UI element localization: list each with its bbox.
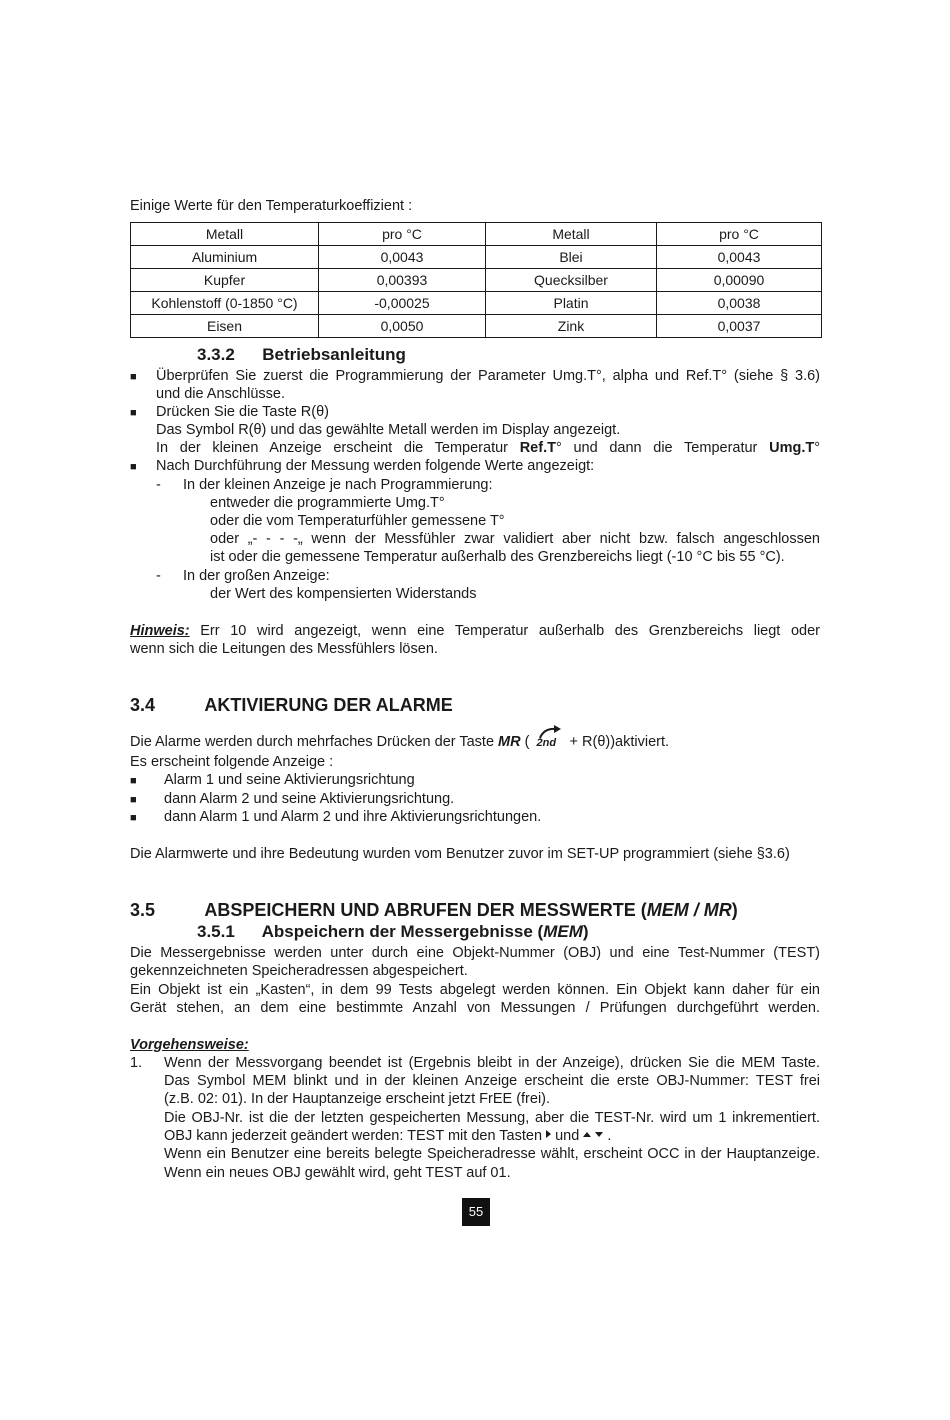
procedure-line3: (z.B. 02: 01). In der Hauptanzeige erscheint jetzt FrEE (frei). (164, 1091, 551, 1107)
section-title: Betriebsanleitung (262, 345, 406, 364)
second-function-key-icon (534, 734, 566, 748)
section-title-emphasis: MEM (543, 922, 583, 941)
header-per-degree-2: pro °C (657, 223, 822, 246)
bullet-icon: ■ (130, 461, 137, 473)
large-display-value: der Wert des kompensierten Widerstands (210, 586, 477, 602)
alarm-activation-text (130, 734, 669, 750)
table-cell: Quecksilber (486, 269, 657, 292)
table-row (131, 269, 822, 292)
bullet-icon: ■ (130, 812, 137, 824)
hint-text: Err 10 wird angezeigt, wenn eine Temperatur außerhalb des Grenzbereichs liegt oder (189, 623, 820, 639)
bullet-icon: ■ (130, 371, 137, 383)
table-cell: Kohlenstoff (0-1850 °C) (131, 292, 319, 315)
step-check-params-line1: Überprüfen Sie zuerst die Programmierung der Parameter Umg.T°, alpha und Ref.T° (siehe § 3.6) (156, 368, 820, 384)
step-press-key-line3 (156, 440, 820, 456)
procedure-label: Vorgehensweise: (130, 1037, 249, 1053)
step-press-key-line2: Das Symbol R(θ) und das gewählte Metall werden im Display angezeigt. (156, 422, 621, 438)
section-title: ABSPEICHERN UND ABRUFEN DER MESSWERTE ( (204, 900, 647, 920)
table-intro: Einige Werte für den Temperaturkoeffizient : (130, 198, 413, 214)
header-per-degree-1: pro °C (319, 223, 486, 246)
table-cell: Kupfer (131, 269, 319, 292)
temperature-coefficient-table (130, 222, 822, 338)
table-cell: 0,00393 (319, 269, 486, 292)
hint-label: Hinweis: (130, 623, 190, 639)
table-cell: Blei (486, 246, 657, 269)
step-check-params-line2: und die Anschlüsse. (156, 386, 285, 402)
section-title: ) (731, 900, 738, 920)
ref-t-label: Ref.T (519, 440, 556, 456)
up-arrow-key-icon (583, 1132, 591, 1137)
small-display-option-d: ist oder die gemessene Temperatur außerhalb des Grenzbereichs liegt (-10 °C bis 55 °C). (210, 549, 785, 565)
dash-icon: - (156, 477, 161, 493)
table-row (131, 292, 822, 315)
text-fragment: Die Alarme werden durch mehrfaches Drücken der Taste (130, 734, 499, 750)
table-cell: 0,0037 (657, 315, 822, 338)
alarm-item-1: Alarm 1 und seine Aktivierungsrichtung (164, 772, 415, 788)
text-fragment: OBJ kann jederzeit geändert werden: TEST mit den Tasten (164, 1128, 547, 1144)
text-fragment: . (603, 1128, 612, 1144)
section-number: 3.5 (130, 900, 156, 920)
section-title: AKTIVIERUNG DER ALARME (204, 695, 453, 715)
bullet-icon: ■ (130, 775, 137, 787)
step-press-key-line1: Drücken Sie die Taste R(θ) (156, 404, 330, 420)
hint-line2: wenn sich die Leitungen des Messfühlers lösen. (130, 641, 438, 657)
table-header-row (131, 223, 822, 246)
section-title: Abspeichern der Messergebnisse ( (261, 922, 544, 941)
procedure-line4: Die OBJ-Nr. ist die der letzten gespeicherten Messung, aber die TEST-Nr. wird um 1 inkrementiert. (164, 1110, 820, 1126)
second-function-key-label: 2nd (536, 737, 557, 749)
step-after-measure: Nach Durchführung der Messung werden folgende Werte angezeigt: (156, 458, 595, 474)
table-cell: 0,0050 (319, 315, 486, 338)
storage-intro-line1: Die Messergebnisse werden unter durch eine Objekt-Nummer (OBJ) und eine Test-Nummer (TEST) (130, 945, 820, 961)
section-3-5-1-heading (197, 922, 589, 942)
alarm-item-3: dann Alarm 1 und Alarm 2 und ihre Aktivierungsrichtungen. (164, 809, 542, 825)
hint-line1 (130, 623, 820, 639)
display-appears-text: Es erscheint folgende Anzeige : (130, 754, 334, 770)
section-title: ) (582, 922, 589, 941)
text-fragment: ( (520, 734, 534, 750)
dash-icon: - (156, 568, 161, 584)
section-3-5-heading (130, 900, 738, 921)
table-cell: 0,0043 (319, 246, 486, 269)
alarm-setup-note: Die Alarmwerte und ihre Bedeutung wurden vom Benutzer zuvor im SET-UP programmiert (siehe §3.6) (130, 846, 790, 862)
text-fragment: ° und dann die Temperatur (555, 440, 758, 456)
small-display-option-a: entweder die programmierte Umg.T° (210, 495, 445, 511)
table-cell: Eisen (131, 315, 319, 338)
small-display-label: In der kleinen Anzeige je nach Programmierung: (183, 477, 493, 493)
table-cell: -0,00025 (319, 292, 486, 315)
header-metal-2: Metall (486, 223, 657, 246)
procedure-line1: Wenn der Messvorgang beendet ist (Ergebnis bleibt in der Anzeige), drücken Sie die MEM Taste. (164, 1055, 820, 1071)
section-number: 3.5.1 (197, 922, 235, 941)
procedure-line7: Wenn ein neues OBJ gewählt wird, geht TEST auf 01. (164, 1165, 511, 1181)
section-title-emphasis: MEM / MR (646, 900, 732, 920)
small-display-option-c: oder „- - - -„ wenn der Messfühler zwar validiert aber nicht bzw. falsch angeschlossen (210, 531, 820, 547)
bullet-icon: ■ (130, 407, 137, 419)
large-display-label: In der großen Anzeige: (183, 568, 330, 584)
table-cell: 0,0038 (657, 292, 822, 315)
procedure-line6: Wenn ein Benutzer eine bereits belegte Speicheradresse wählt, erscheint OCC in der Hauptanzeige. (164, 1146, 820, 1162)
storage-intro-line2: gekennzeichneten Speicheradressen abgespeichert. (130, 963, 468, 979)
section-number: 3.3.2 (197, 345, 235, 364)
object-def-line2: Gerät stehen, an dem eine bestimmte Anzahl von Messungen / Prüfungen durchgeführt werden. (130, 1000, 820, 1016)
text-fragment: + R(θ))aktiviert. (565, 734, 670, 750)
alarm-item-2: dann Alarm 2 und seine Aktivierungsrichtung. (164, 791, 455, 807)
section-3-3-2-heading (197, 345, 406, 365)
table-row (131, 315, 822, 338)
procedure-line5 (164, 1128, 611, 1144)
procedure-line2: Das Symbol MEM blinkt und in der kleinen Anzeige erscheint die erste OBJ-Nummer: TEST frei (164, 1073, 820, 1089)
section-3-4-heading (130, 695, 453, 716)
text-fragment: und (551, 1128, 584, 1144)
table-cell: 0,00090 (657, 269, 822, 292)
object-def-line1: Ein Objekt ist ein „Kasten“, in dem 99 Tests abgelegt werden können. Ein Objekt kann daher für ein (130, 982, 820, 998)
small-display-option-b: oder die vom Temperaturfühler gemessene T° (210, 513, 505, 529)
text-fragment: In der kleinen Anzeige erscheint die Temperatur (156, 440, 508, 456)
umg-t-label: Umg.T (769, 440, 815, 456)
table-row (131, 246, 822, 269)
text-fragment: ° (814, 440, 821, 456)
table-cell: Zink (486, 315, 657, 338)
bullet-icon: ■ (130, 794, 137, 806)
page-number: 55 (462, 1198, 490, 1226)
table-cell: 0,0043 (657, 246, 822, 269)
mr-key-label: MR (498, 734, 521, 750)
section-number: 3.4 (130, 695, 156, 715)
step-number: 1. (130, 1055, 143, 1071)
table-cell: Aluminium (131, 246, 319, 269)
table-cell: Platin (486, 292, 657, 315)
header-metal-1: Metall (131, 223, 319, 246)
